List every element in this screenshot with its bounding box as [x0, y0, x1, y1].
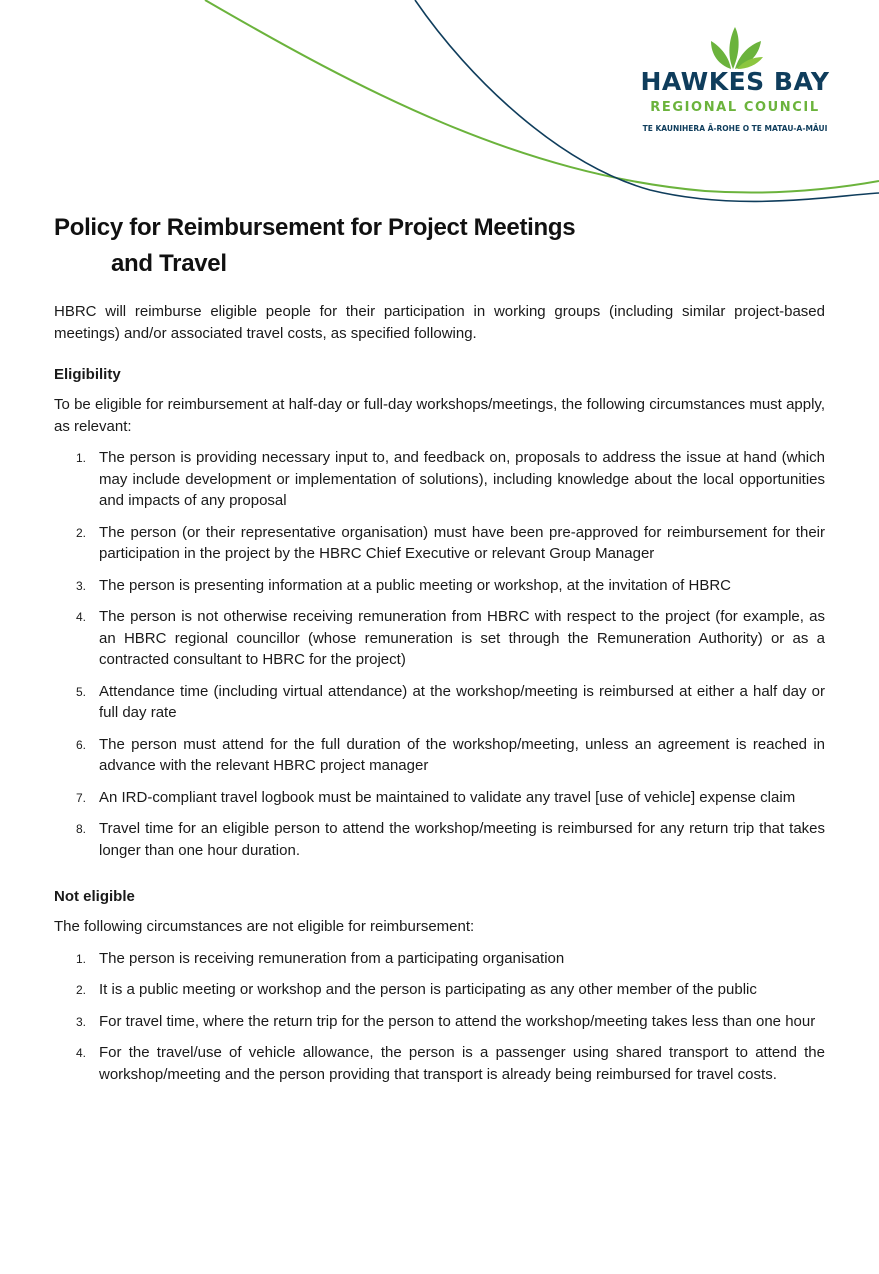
- list-number: 7.: [76, 790, 87, 805]
- title-line-2: and Travel: [111, 250, 227, 277]
- list-text: Travel time for an eligible person to attend the workshop/meeting is reimbursed for any return trip that takes longer than one hour duration.: [99, 820, 825, 859]
- list-text: An IRD-compliant travel logbook must be maintained to validate any travel [use of vehicle] expense claim: [99, 788, 796, 806]
- eligibility-heading: Eligibility: [54, 366, 121, 383]
- list-item: [54, 734, 825, 777]
- list-item: [54, 606, 825, 671]
- list-text: The person is presenting information at a public meeting or workshop, at the invitation of HBRC: [99, 576, 731, 594]
- list-item: [54, 681, 825, 724]
- list-item: [54, 787, 825, 809]
- list-text: For travel time, where the return trip for the person to attend the workshop/meeting takes less than one hour: [99, 1012, 816, 1030]
- logo-subtitle: REGIONAL COUNCIL: [650, 100, 820, 115]
- list-number: 1.: [76, 451, 87, 465]
- leaf-logo-icon: [705, 25, 765, 71]
- list-text: Attendance time (including virtual attendance) at the workshop/meeting is reimbursed at either a half day or full day rate: [99, 682, 825, 721]
- not-eligible-lead: The following circumstances are not eligible for reimbursement:: [54, 918, 475, 935]
- list-number: 6.: [76, 737, 87, 752]
- letterhead: [0, 0, 879, 210]
- list-item: [54, 522, 825, 565]
- eligibility-lead: To be eligible for reimbursement at half-day or full-day workshops/meetings, the following circumstances must apply, as relevant:: [54, 396, 825, 435]
- page-title: [54, 210, 825, 282]
- list-text: The person is not otherwise receiving remuneration from HBRC with respect to the project (for example, as an HBRC regional councillor (whose remuneration is set through the Remuneration Authority) or as a contracted consultant to HBRC for the project): [99, 608, 825, 668]
- hbrc-logo: [630, 25, 840, 140]
- list-number: 1.: [76, 951, 87, 966]
- list-text: The person (or their representative organisation) must have been pre-approved for reimbursement for their participation in the project by the HBRC Chief Executive or relevant Group Manager: [99, 523, 825, 562]
- intro-paragraph: HBRC will reimburse eligible people for their participation in working groups (including similar project-based meetings) and/or associated travel costs, as specified following.: [54, 303, 825, 342]
- document-body: [54, 210, 825, 1095]
- list-number: 8.: [76, 822, 87, 836]
- list-number: 2.: [76, 983, 87, 997]
- title-line-1: Policy for Reimbursement for Project Meetings: [54, 214, 576, 241]
- list-item: [54, 818, 825, 861]
- list-item: [54, 948, 825, 970]
- list-item: [54, 575, 825, 597]
- list-number: 4.: [76, 1046, 87, 1060]
- not-eligible-heading: Not eligible: [54, 888, 135, 905]
- list-item: [54, 979, 825, 1001]
- list-number: 4.: [76, 610, 87, 624]
- eligibility-list: [54, 447, 825, 861]
- not-eligible-list: [54, 948, 825, 1086]
- logo-name: HAWKES BAY: [640, 67, 830, 96]
- logo-maori-name: TE KAUNIHERA Ā-ROHE O TE MATAU-A-MĀUI: [642, 124, 828, 133]
- list-item: [54, 447, 825, 512]
- list-item: [54, 1042, 825, 1085]
- list-text: The person is receiving remuneration from a participating organisation: [99, 949, 565, 967]
- list-text: The person must attend for the full duration of the workshop/meeting, unless an agreement is reached in advance with the relevant HBRC project manager: [99, 735, 825, 774]
- list-item: [54, 1011, 825, 1033]
- list-number: 2.: [76, 525, 87, 540]
- list-number: 3.: [76, 1014, 87, 1029]
- list-text: The person is providing necessary input to, and feedback on, proposals to address the issue at hand (which may include development or implementation of solutions), including knowledge about the local opportunities and impacts of any proposal: [99, 449, 825, 509]
- list-number: 3.: [76, 578, 87, 593]
- list-text: It is a public meeting or workshop and the person is participating as any other member of the public: [99, 981, 757, 998]
- list-text: For the travel/use of vehicle allowance, the person is a passenger using shared transport to attend the workshop/meeting and the person providing that transport is already being reimbursed for travel costs.: [99, 1044, 825, 1083]
- list-number: 5.: [76, 684, 87, 699]
